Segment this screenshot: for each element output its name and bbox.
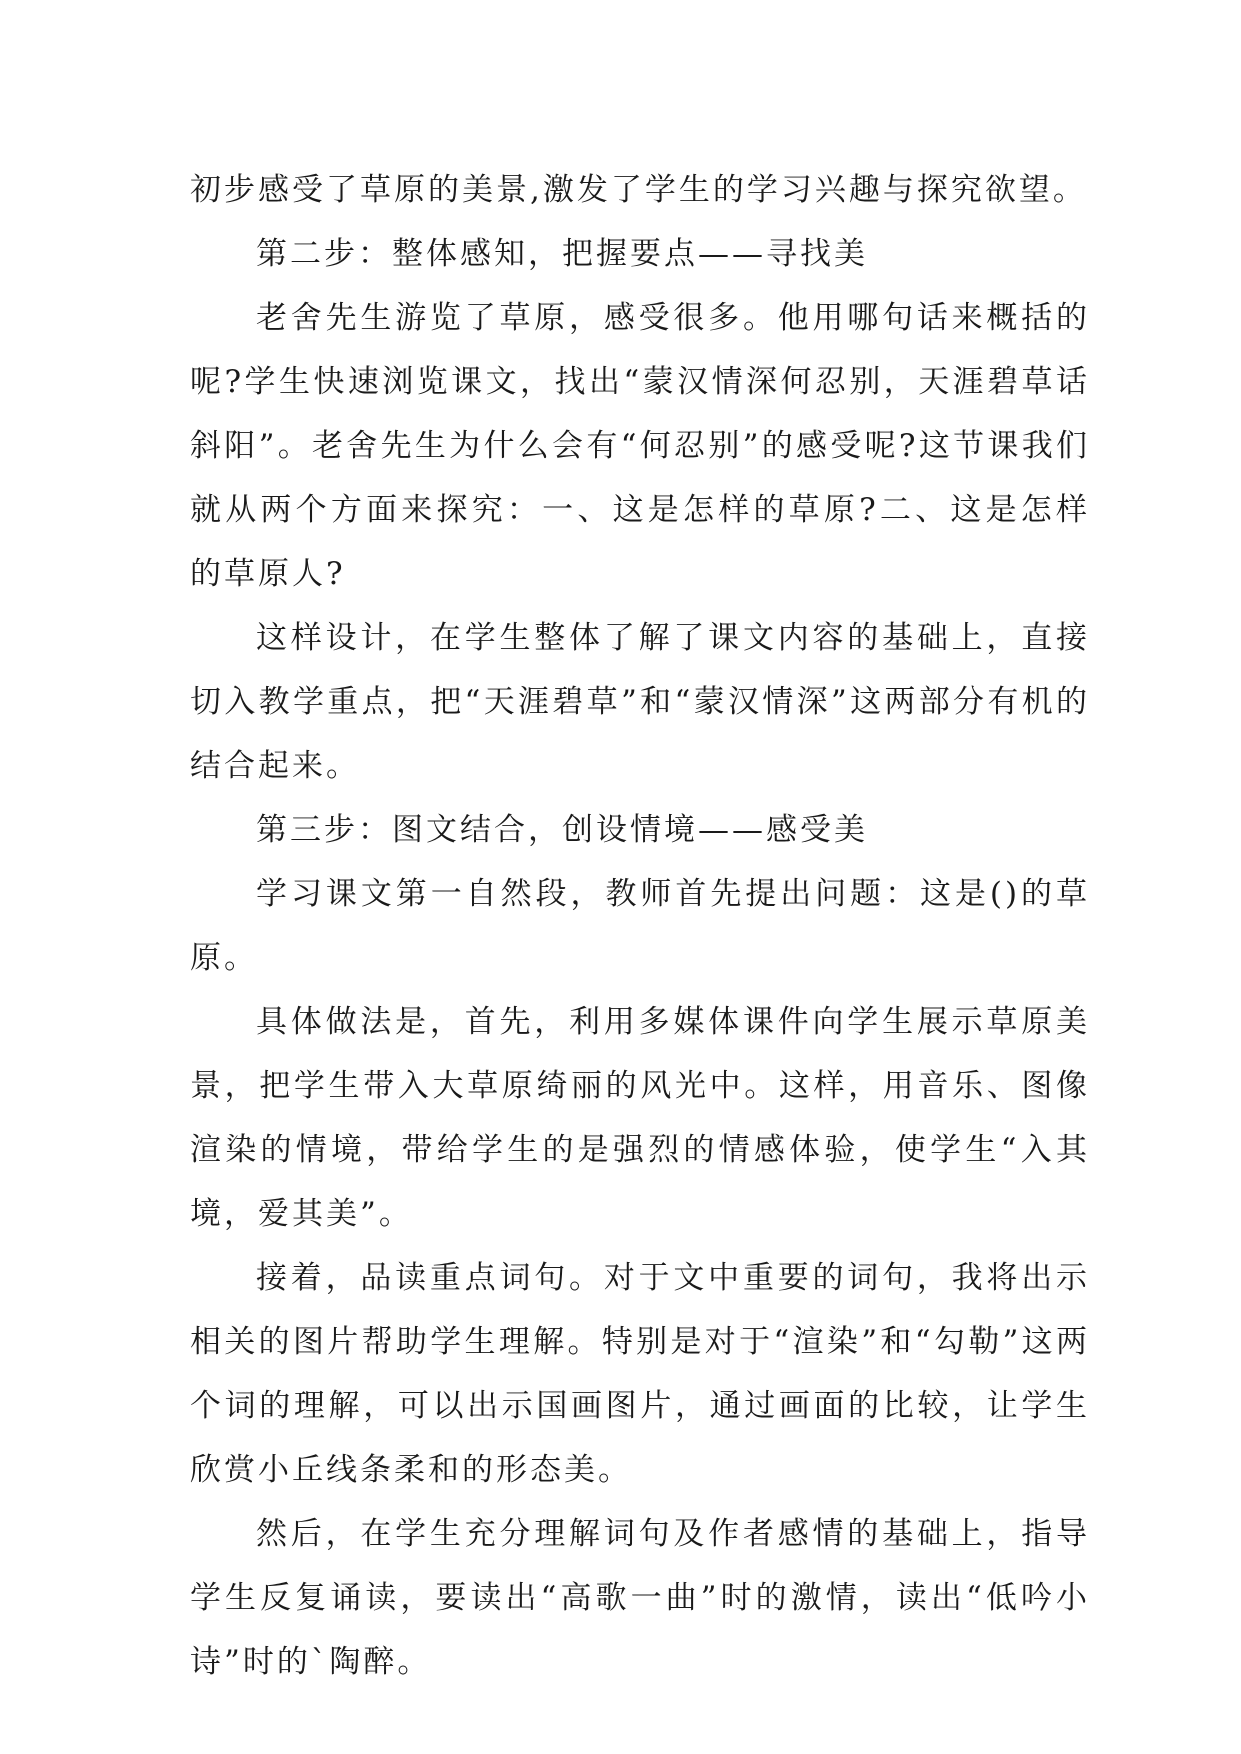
step-two-heading: 第二步：整体感知，把握要点——寻找美 <box>256 236 868 272</box>
paragraph-laoshe-summary: 老舍先生游览了草原，感受很多。他用哪句话来概括的呢?学生快速浏览课文，找出“蒙汉情深何忍别，天涯碧草话斜阳”。老舍先生为什么会有“何忍别”的感受呢?这节课我们就从两个方面来探究：一、这是怎样的草原?二、这是怎样的草原人? <box>190 300 1090 592</box>
paragraph-recitation: 然后，在学生充分理解词句及作者感情的基础上，指导学生反复诵读，要读出“高歌一曲”时的激情，读出“低吟小诗”时的`陶醉。 <box>190 1516 1090 1680</box>
paragraph-design-rationale: 这样设计，在学生整体了解了课文内容的基础上，直接切入教学重点，把“天涯碧草”和“蒙汉情深”这两部分有机的结合起来。 <box>190 620 1090 784</box>
document-body <box>190 158 1090 1694</box>
step-three-heading: 第三步：图文结合，创设情境——感受美 <box>256 812 868 848</box>
paragraph-key-words: 接着，品读重点词句。对于文中重要的词句，我将出示相关的图片帮助学生理解。特别是对于“渲染”和“勾勒”这两个词的理解，可以出示国画图片，通过画面的比较，让学生欣赏小丘线条柔和的形态美。 <box>190 1260 1090 1488</box>
paragraph-continuation: 初步感受了草原的美景,激发了学生的学习兴趣与探究欲望。 <box>190 172 1087 208</box>
paragraph-multimedia: 具体做法是，首先，利用多媒体课件向学生展示草原美景，把学生带入大草原绮丽的风光中。这样，用音乐、图像渲染的情境，带给学生的是强烈的情感体验，使学生“入其境，爱其美”。 <box>190 1004 1090 1232</box>
paragraph-first-section: 学习课文第一自然段，教师首先提出问题：这是()的草原。 <box>190 876 1090 976</box>
